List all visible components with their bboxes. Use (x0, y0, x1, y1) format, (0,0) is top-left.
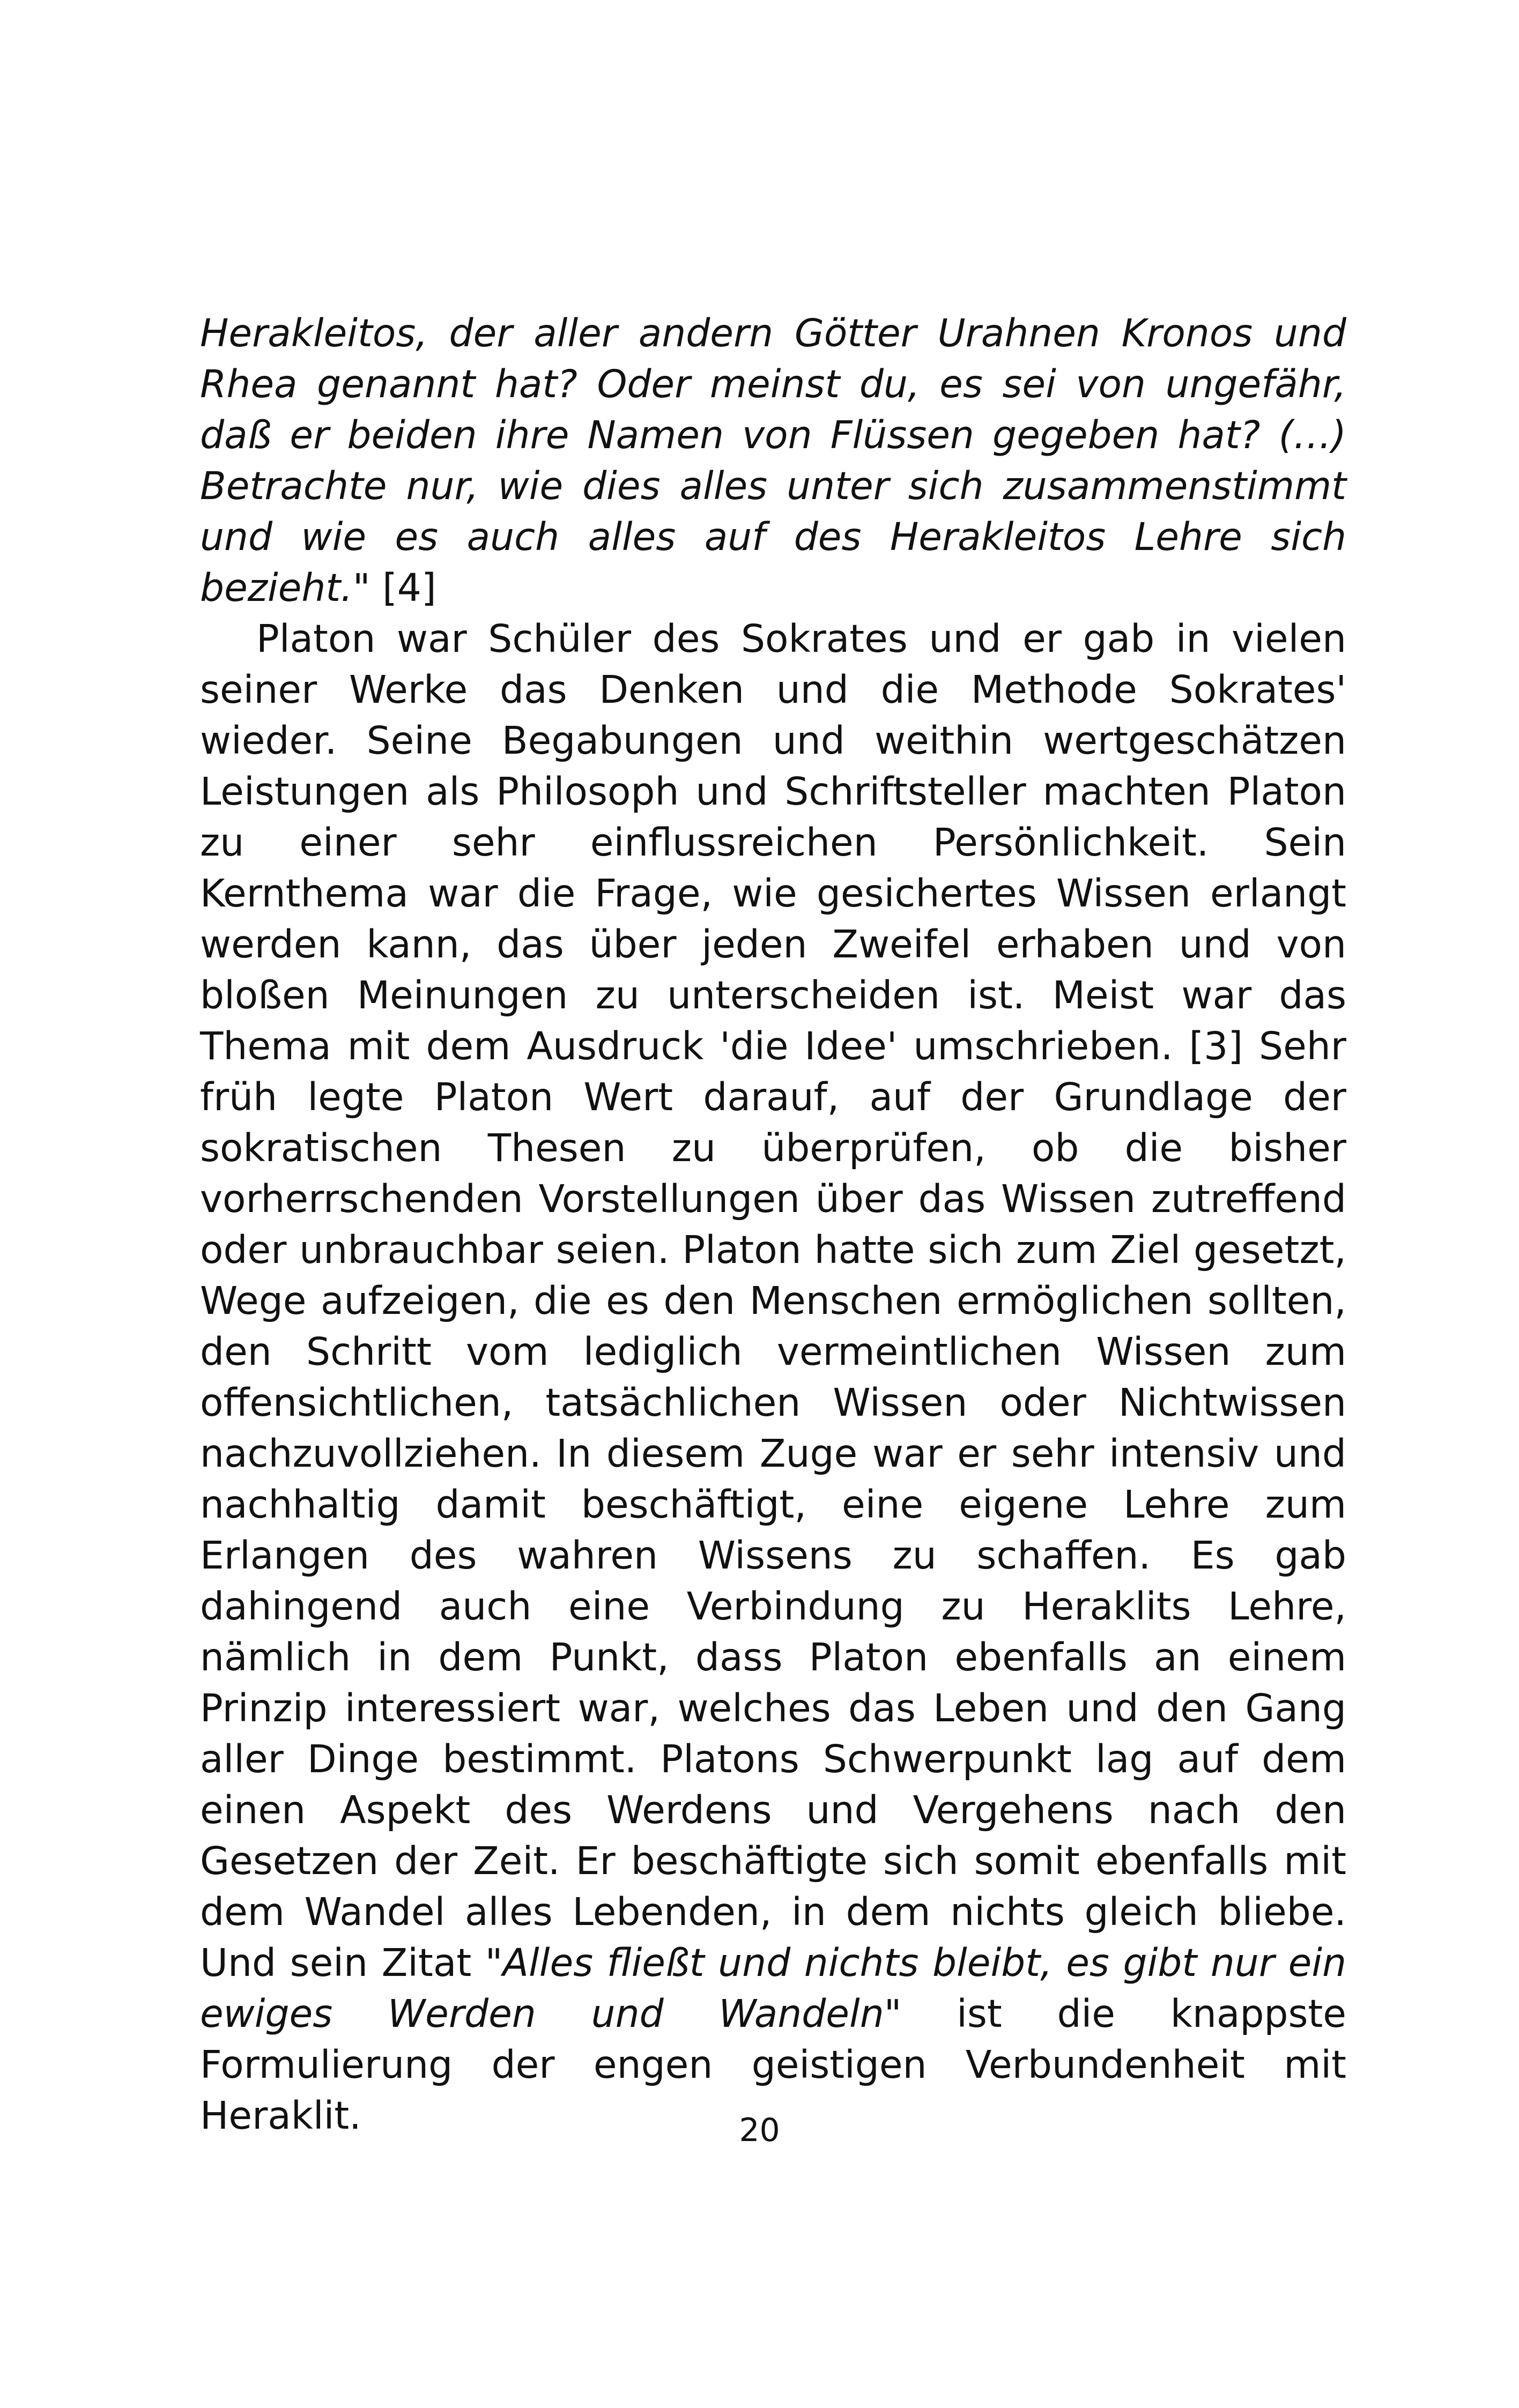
quotation-closing-mark: " (352, 566, 371, 610)
page-number: 20 (739, 2112, 780, 2149)
quotation-paragraph (200, 308, 1346, 613)
paragraph-text: Platon war Schüler des Sokrates und er gab in vielen seiner Werke das Denken und die Methode Sokrates' wieder. Seine Begabungen und weithin wertgeschätzen Leistungen als Philosoph und Schriftsteller machten Platon zu einer sehr einflussreichen Persönlichkeit. Sein Kernthema war die Frage, wie gesichertes Wissen erlangt werden kann, das über jeden Zweifel erhaben und von bloßen Meinungen zu unterscheiden ist. Meist war das Thema mit dem Ausdruck 'die Idee' umschrieben. [3] Sehr früh legte Platon Wert darauf, auf der Grundlage der sokratischen Thesen zu überprüfen, ob die bisher vorherrschenden Vorstellungen über das Wissen zutreffend oder unbrauchbar seien. Platon hatte sich zum Ziel gesetzt, Wege aufzeigen, die es den Menschen ermöglichen sollten, den Schritt vom lediglich vermeintlichen Wissen zum offensichtlichen, tatsächlichen Wissen oder Nichtwissen nachzuvollziehen. In diesem Zuge war er sehr intensiv und nachhaltig damit beschäftigt, eine eigene Lehre zum Erlangen des wahren Wissens zu schaffen. Es gab dahingend auch eine Verbindung zu Heraklits Lehre, nämlich in dem Punkt, dass Platon ebenfalls an einem Prinzip interessiert war, welches das Leben und den Gang aller Dinge bestimmt. Platons Schwerpunkt lag auf dem einen Aspekt des Werdens und Vergehens nach den Gesetzen der Zeit. Er beschäftigte sich somit ebenfalls mit dem Wandel alles Lebenden, in dem nichts gleich bliebe. Und sein Zitat (200, 616, 1346, 1985)
body-paragraph (200, 613, 1346, 2141)
paragraph-text-end: ist die knappste Formulierung der engen geistigen Verbundenheit mit Heraklit. (200, 1991, 1346, 2138)
quotation-text: Herakleitos, der aller andern Götter Urahnen Kronos und Rhea genannt hat? Oder meinst du, es sei von ungefähr, daß er beiden ihre Namen von Flüssen gegeben hat? (…) Betrachte nur, wie dies alles unter sich zusammenstimmt und wie es auch alles auf des Herakleitos Lehre sich bezieht. (200, 311, 1346, 610)
page-text-body (200, 308, 1346, 2141)
citation-reference: [4] (382, 566, 436, 610)
italic-quotation: "Alles fließt und nichts bleibt, es gibt nur ein ewiges Werden und Wandeln" (200, 1941, 1346, 2036)
